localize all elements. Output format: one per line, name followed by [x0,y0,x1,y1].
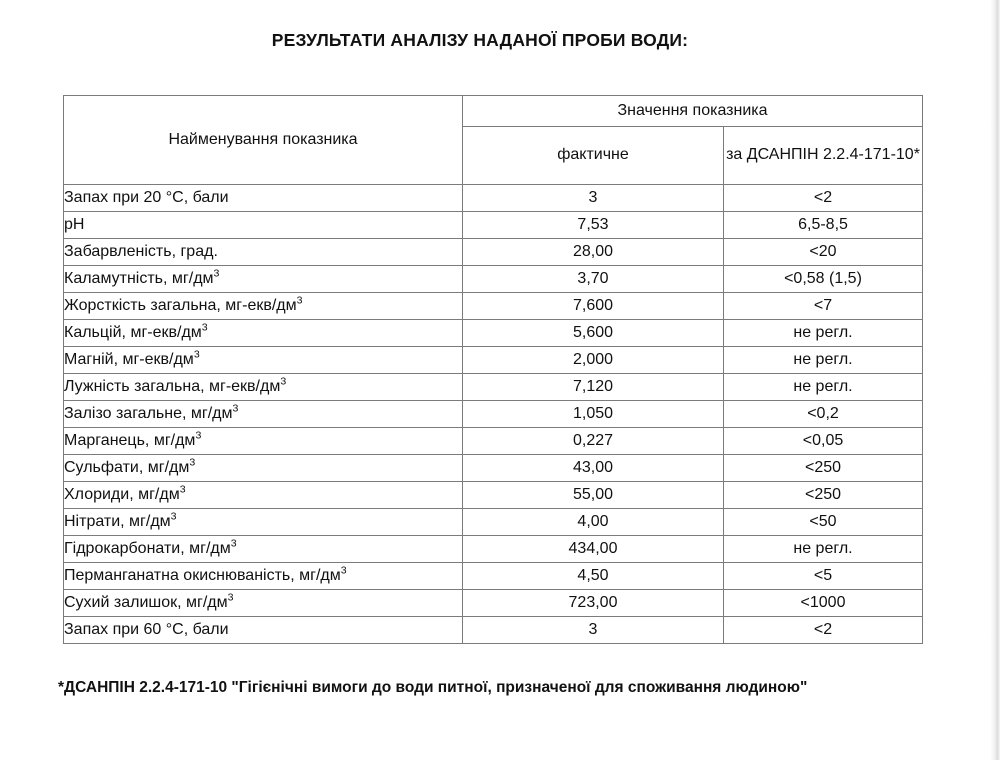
cell-indicator-name: Нітрати, $мг/дм^3$ [64,509,463,536]
unit-superscript: 3 [189,456,196,469]
table-row [64,590,923,617]
unit-superscript: 3 [179,483,186,496]
cell-indicator-name: Магній, $мг-екв/дм^3$ [64,347,463,374]
table-header [64,96,923,185]
cell-actual-value: 3 [463,617,724,644]
cell-actual-value: 7,120 [463,374,724,401]
footnote-text: *ДСАНПІН 2.2.4-171-10 "Гігієнічні вимоги до води питної, призначеної для споживання людиною" [58,679,808,696]
cell-standard-value: <0,58 (1,5) [724,266,923,293]
cell-indicator-name: Сульфати, $мг/дм^3$ [64,455,463,482]
unit-superscript: 3 [230,537,237,550]
cell-indicator-name: Перманганатна окиснюваність, $мг/дм^3$ [64,563,463,590]
cell-standard-value: <7 [724,293,923,320]
unit-superscript: 3 [296,294,303,307]
unit-superscript: 3 [280,375,287,388]
table-row [64,428,923,455]
cell-indicator-name: Каламутність, $мг/дм^3$ [64,266,463,293]
column-header-value-group: Значення показника [463,96,923,127]
unit-superscript: 3 [213,267,220,280]
table-header-row-1 [64,96,923,127]
cell-standard-value: не регл. [724,536,923,563]
cell-indicator-name: Запах при 20 °С, бали [64,185,463,212]
table-row [64,455,923,482]
table-body [64,185,923,644]
table-row [64,320,923,347]
unit-superscript: 3 [227,591,234,604]
cell-indicator-name: Запах при 60 °С, бали [64,617,463,644]
cell-standard-value: не регл. [724,347,923,374]
unit-superscript: 3 [340,564,347,577]
cell-actual-value: 434,00 [463,536,724,563]
cell-standard-value: <2 [724,185,923,212]
table-row [64,617,923,644]
unit-superscript: 3 [201,321,208,334]
table-row [64,401,923,428]
cell-actual-value: 3 [463,185,724,212]
cell-standard-value: 6,5-8,5 [724,212,923,239]
cell-indicator-name: Хлориди, $мг/дм^3$ [64,482,463,509]
cell-standard-value: <250 [724,482,923,509]
cell-indicator-name: Залізо загальне, $мг/дм^3$ [64,401,463,428]
table-row [64,185,923,212]
table-row [64,293,923,320]
cell-actual-value: 28,00 [463,239,724,266]
unit-superscript: 3 [195,429,202,442]
cell-indicator-name: Марганець, $мг/дм^3$ [64,428,463,455]
page-title: РЕЗУЛЬТАТИ АНАЛІЗУ НАДАНОЇ ПРОБИ ВОДИ: [271,30,689,50]
table-row [64,509,923,536]
cell-actual-value: 7,53 [463,212,724,239]
cell-standard-value: <50 [724,509,923,536]
cell-actual-value: 0,227 [463,428,724,455]
cell-indicator-name: Жорсткість загальна, $мг-екв/дм^3$ [64,293,463,320]
cell-standard-value: <2 [724,617,923,644]
cell-standard-value: <0,2 [724,401,923,428]
unit-superscript: 3 [170,510,177,523]
column-header-actual: фактичне [463,127,724,185]
cell-actual-value: 43,00 [463,455,724,482]
cell-indicator-name: Сухий залишок, $мг/дм^3$ [64,590,463,617]
cell-indicator-name: pH [64,212,463,239]
table-row [64,266,923,293]
table-row [64,239,923,266]
unit-superscript: 3 [232,402,239,415]
cell-actual-value: 4,50 [463,563,724,590]
cell-standard-value: <250 [724,455,923,482]
cell-standard-value: <1000 [724,590,923,617]
cell-indicator-name: Забарвленість, град. [64,239,463,266]
column-header-standard: за ДСАНПІН 2.2.4-171-10* [724,127,923,185]
cell-actual-value: 1,050 [463,401,724,428]
cell-actual-value: 7,600 [463,293,724,320]
cell-actual-value: 5,600 [463,320,724,347]
cell-indicator-name: Гідрокарбонати, $мг/дм^3$ [64,536,463,563]
cell-actual-value: 3,70 [463,266,724,293]
table-row [64,347,923,374]
table-row [64,374,923,401]
table-row [64,563,923,590]
cell-actual-value: 723,00 [463,590,724,617]
cell-standard-value: <20 [724,239,923,266]
cell-standard-value: <5 [724,563,923,590]
cell-standard-value: <0,05 [724,428,923,455]
cell-actual-value: 55,00 [463,482,724,509]
cell-actual-value: 4,00 [463,509,724,536]
water-analysis-table-container [63,95,922,644]
table-row [64,482,923,509]
column-header-indicator-name: Найменування показника [64,96,463,185]
cell-standard-value: не регл. [724,320,923,347]
cell-indicator-name: Кальцій, $мг-екв/дм^3$ [64,320,463,347]
table-row [64,536,923,563]
water-analysis-table [63,95,923,644]
unit-superscript: 3 [193,348,200,361]
table-row [64,212,923,239]
cell-standard-value: не регл. [724,374,923,401]
cell-indicator-name: Лужність загальна, $мг-екв/дм^3$ [64,374,463,401]
cell-actual-value: 2,000 [463,347,724,374]
